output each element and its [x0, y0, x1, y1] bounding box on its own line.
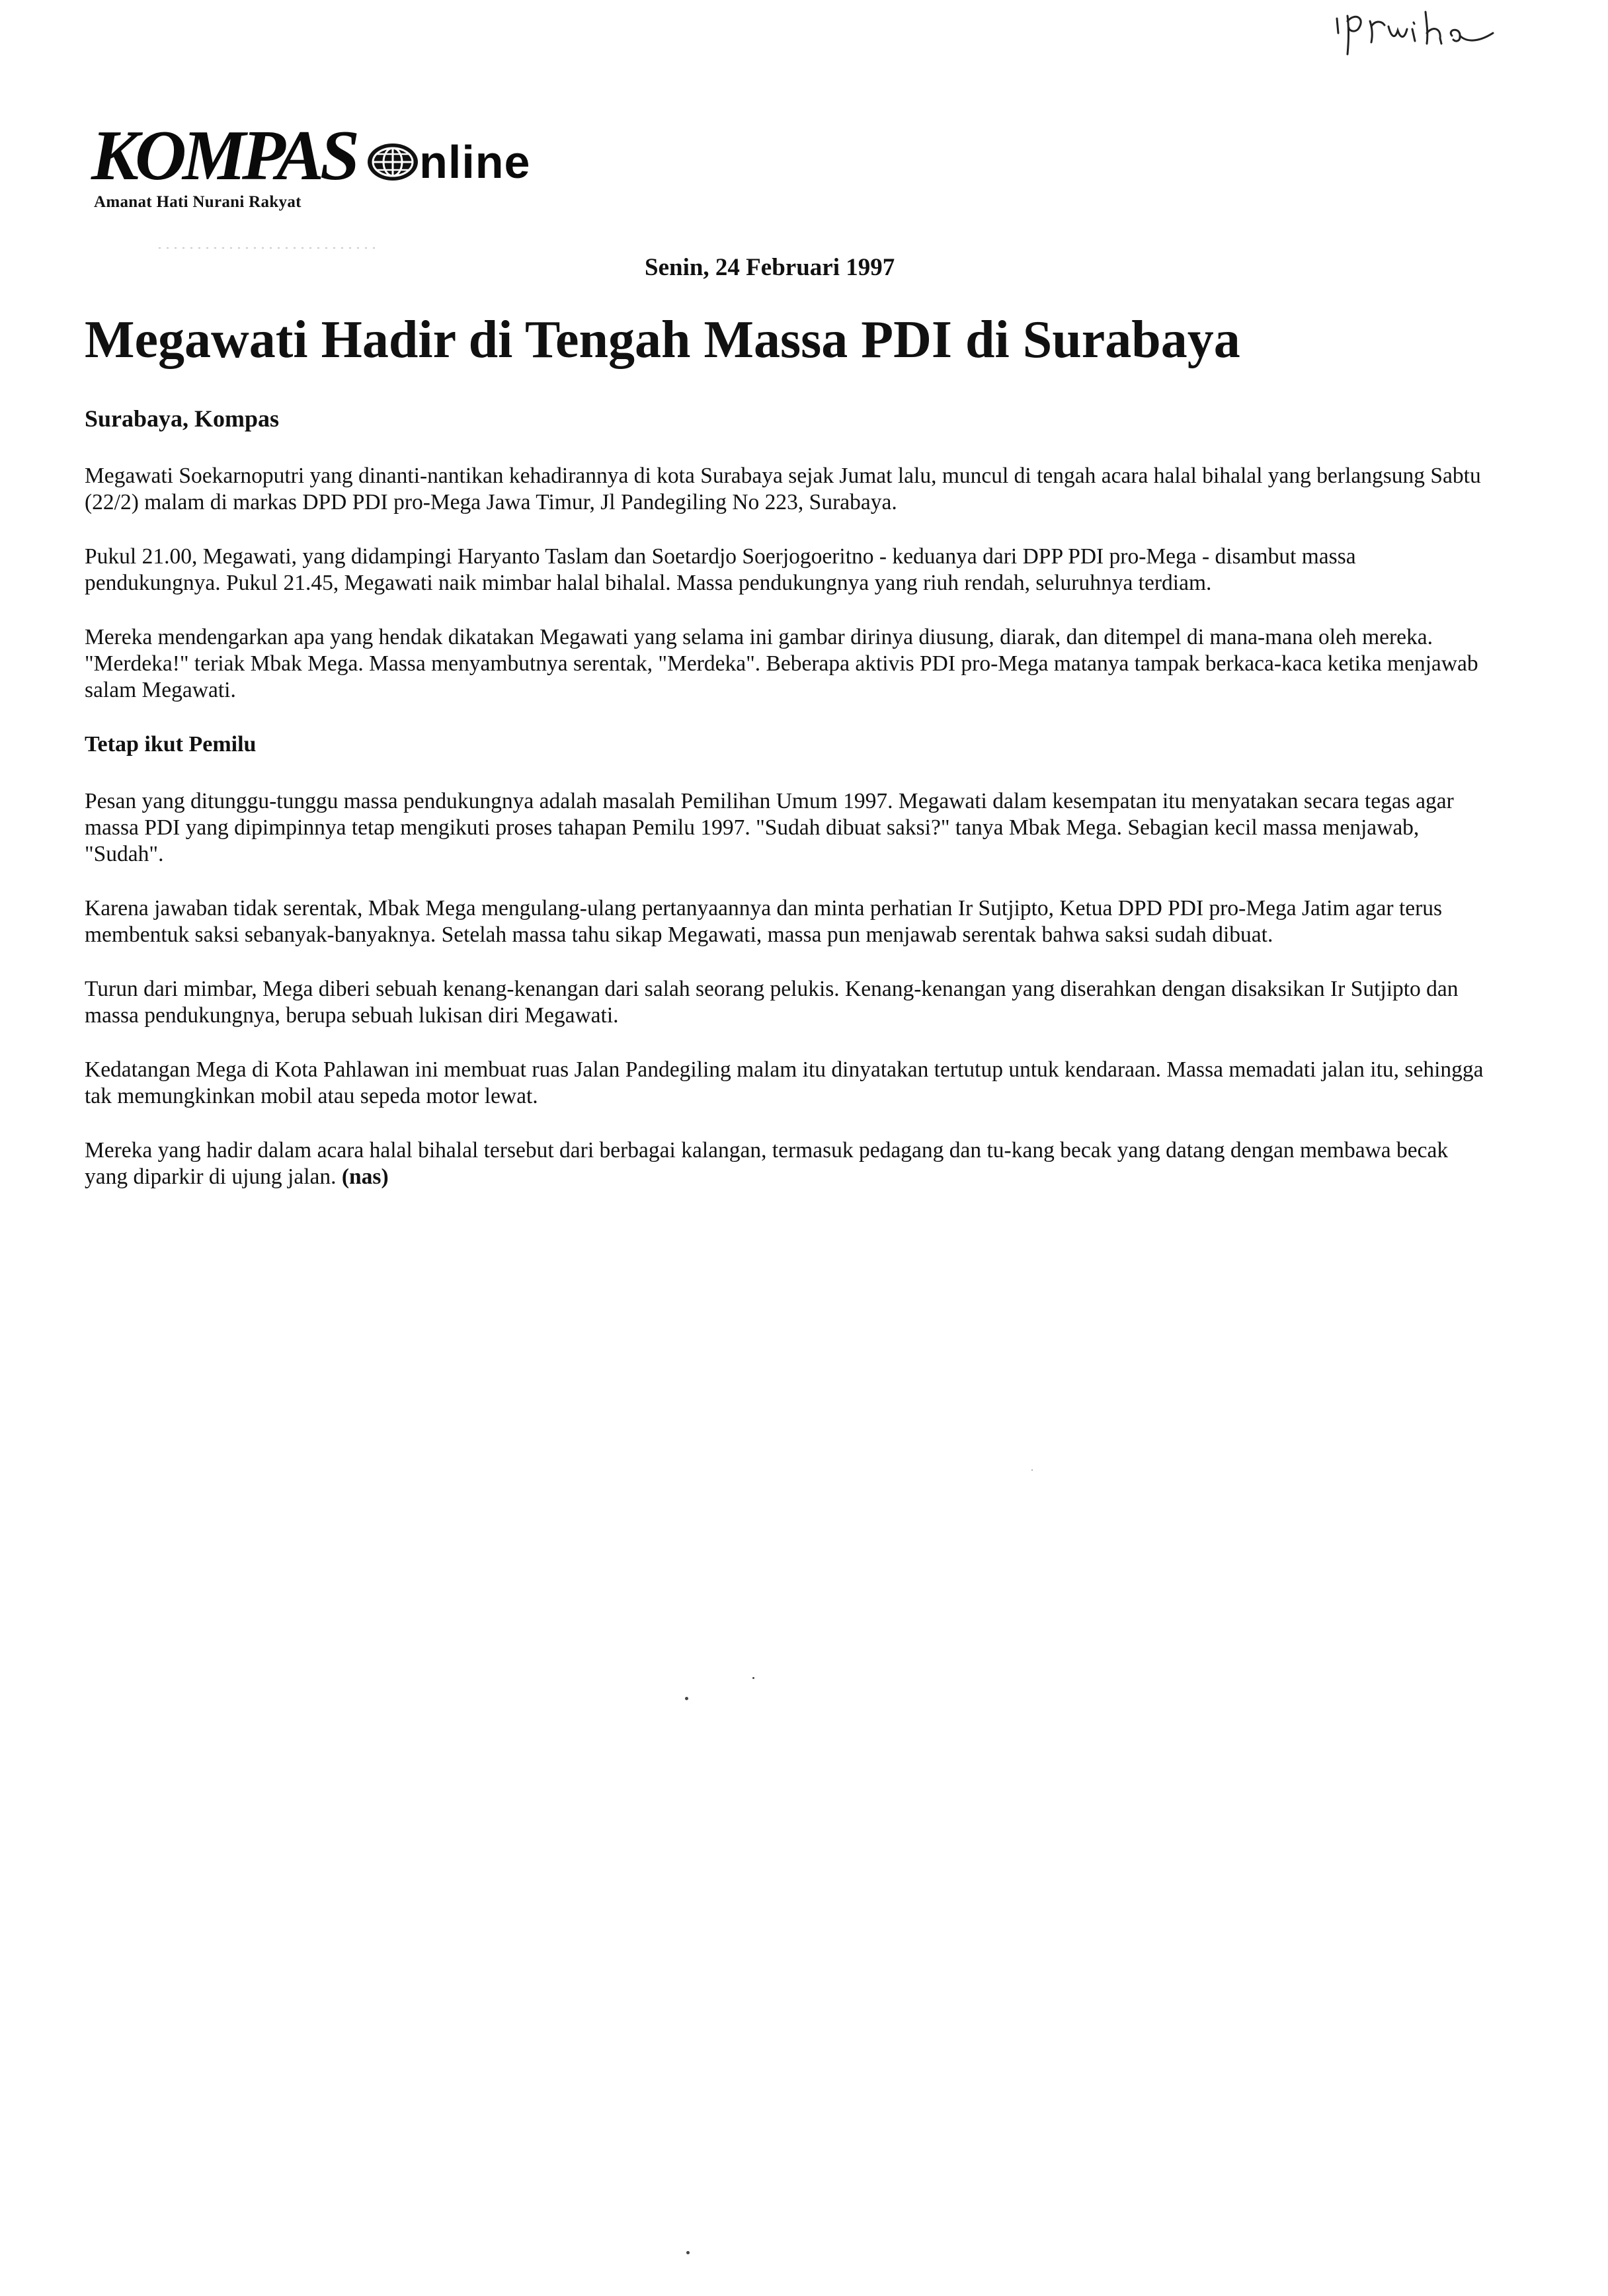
globe-icon: [365, 141, 421, 183]
paragraph: Mereka mendengarkan apa yang hendak dikatakan Megawati yang selama ini gambar dirinya diusung, diarak, dan ditempel di mana-mana oleh mereka. "Merdeka!" teriak Mbak Mega. Massa menyambutnya serentak, "Merdeka". Beberapa aktivis PDI pro-Mega matanya tampak berkaca-kaca ketika menjawab salam Megawati.: [85, 625, 1478, 702]
paragraph: Kedatangan Mega di Kota Pahlawan ini membuat ruas Jalan Pandegiling malam itu dinyatakan tertutup untuk kendaraan. Massa memadati jalan itu, sehingga tak memungkinkan mobil atau sepeda motor lewat.: [85, 1057, 1484, 1108]
logo-online-text: nline: [419, 136, 531, 188]
handwritten-note: [1329, 7, 1501, 60]
paragraph: Pukul 21.00, Megawati, yang didampingi Haryanto Taslam dan Soetardjo Soerjogoeritno - keduanya dari DPP PDI pro-Mega - disambut massa pendukungnya. Pukul 21.45, Megawati naik mimbar halal bihalal. Massa pendukungnya yang riuh rendah, seluruhnya terdiam.: [85, 544, 1356, 595]
scan-speck: [686, 2251, 690, 2254]
scan-speck: [752, 1677, 754, 1679]
last-paragraph-text: Mereka yang hadir dalam acara halal bihalal tersebut dari berbagai kalangan, termasuk pedagang dan tu-kang becak yang datang dengan membawa becak yang diparkir di ujung jalan.: [85, 1138, 1449, 1189]
article-byline: Surabaya, Kompas: [85, 405, 280, 432]
paragraph: Megawati Soekarnoputri yang dinanti-nantikan kehadirannya di kota Surabaya sejak Jumat lalu, muncul di tengah acara halal bihalal yang berlangsung Sabtu (22/2) malam di markas DPD PDI pro-Mega Jawa Timur, Jl Pandegiling No 223, Surabaya.: [85, 464, 1481, 514]
author-signoff: (nas): [341, 1165, 389, 1189]
scan-speck: [685, 1697, 688, 1700]
logo-online: [365, 136, 531, 188]
logo: [91, 106, 686, 195]
paragraph-last: [85, 1137, 1493, 1190]
article-headline: Megawati Hadir di Tengah Massa PDI di Surabaya: [85, 311, 1240, 369]
scan-speck: [1031, 1469, 1033, 1471]
paragraph: Pesan yang ditunggu-tunggu massa pendukungnya adalah masalah Pemilihan Umum 1997. Megawati dalam kesempatan itu menyatakan secara tegas agar massa PDI yang dipimpinnya tetap mengikuti proses tahapan Pemilu 1997. "Sudah dibuat saksi?" tanya Mbak Mega. Sebagian kecil massa menjawab, "Sudah".: [85, 789, 1454, 866]
paragraph: Turun dari mimbar, Mega diberi sebuah kenang-kenangan dari salah seorang pelukis. Kenang-kenangan yang diserahkan dengan disaksikan Ir Sutjipto dan massa pendukungnya, berupa sebuah lukisan diri Megawati.: [85, 977, 1459, 1028]
scan-noise: [159, 245, 377, 251]
logo-kompas: KOMPAS: [91, 116, 356, 195]
article-subhead: Tetap ikut Pemilu: [85, 732, 257, 757]
masthead: [91, 106, 686, 218]
article-body: [85, 463, 1493, 1218]
article-date: Senin, 24 Februari 1997: [645, 254, 895, 281]
paragraph: Karena jawaban tidak serentak, Mbak Mega mengulang-ulang pertanyaannya dan minta perhatian Ir Sutjipto, Ketua DPD PDI pro-Mega Jatim agar terus membentuk saksi sebanyak-banyaknya. Setelah massa tahu sikap Megawati, massa pun menjawab serentak bahwa saksi sudah dibuat.: [85, 896, 1443, 947]
logo-tagline: Amanat Hati Nurani Rakyat: [94, 193, 302, 211]
